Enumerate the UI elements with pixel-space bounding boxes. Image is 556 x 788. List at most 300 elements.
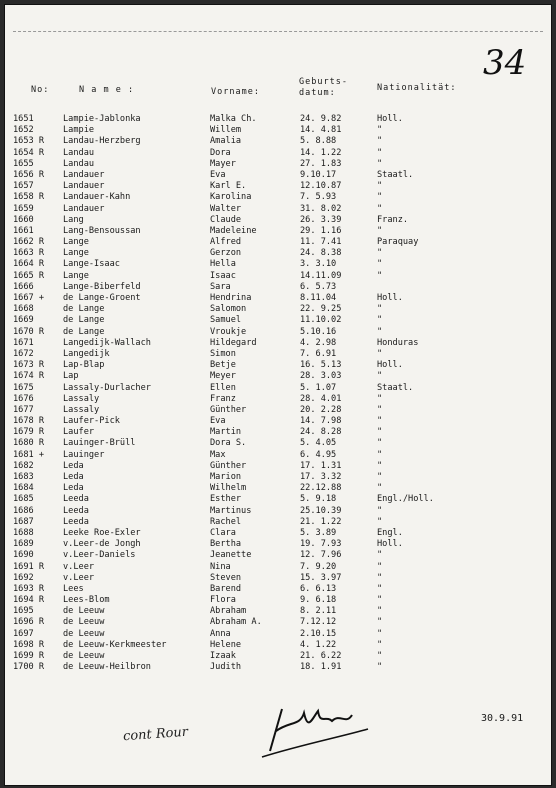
row-surname: Lange bbox=[63, 248, 89, 259]
row-birth-date: 5. 1.07 bbox=[300, 382, 337, 393]
row-first-name: Dora bbox=[210, 147, 231, 158]
row-number: 1660 bbox=[13, 214, 34, 225]
row-first-name: Jeanette bbox=[210, 550, 252, 561]
row-surname: Langedijk-Wallach bbox=[63, 337, 151, 348]
row-birth-date: 4. 1.22 bbox=[300, 639, 337, 650]
row-number: 1673 R bbox=[13, 360, 45, 371]
row-birth-date: 16. 5.13 bbox=[300, 360, 342, 371]
row-birth-date: 24. 9.82 bbox=[300, 114, 342, 124]
row-number: 1693 R bbox=[13, 583, 45, 594]
table-row bbox=[5, 617, 551, 628]
row-surname: Lange-Biberfeld bbox=[63, 281, 141, 292]
table-row bbox=[5, 237, 551, 248]
row-number: 1700 R bbox=[13, 662, 45, 673]
table-row bbox=[5, 595, 551, 606]
row-nationality: " bbox=[377, 639, 383, 650]
row-birth-date: 9.10.17 bbox=[300, 169, 337, 180]
row-first-name: Franz bbox=[210, 393, 236, 404]
row-number: 1671 bbox=[13, 337, 34, 348]
row-first-name: Martinus bbox=[210, 505, 252, 516]
table-row bbox=[5, 293, 551, 304]
row-birth-date: 28. 4.01 bbox=[300, 393, 342, 404]
row-birth-date: 5.10.16 bbox=[300, 326, 337, 337]
row-first-name: Alfred bbox=[210, 237, 242, 248]
row-surname: Lampie bbox=[63, 125, 95, 136]
row-nationality: " bbox=[377, 595, 383, 606]
row-number: 1654 R bbox=[13, 147, 45, 158]
document-page bbox=[4, 4, 552, 786]
table-row bbox=[5, 315, 551, 326]
row-number: 1690 bbox=[13, 550, 34, 561]
row-first-name: Isaac bbox=[210, 270, 236, 281]
row-number: 1666 bbox=[13, 281, 34, 292]
row-number: 1681 + bbox=[13, 449, 45, 460]
row-surname: Lampie-Jablonka bbox=[63, 114, 141, 124]
row-number: 1694 R bbox=[13, 595, 45, 606]
row-nationality: Franz. bbox=[377, 214, 409, 225]
row-birth-date: 5. 9.18 bbox=[300, 494, 337, 505]
table-row bbox=[5, 170, 551, 181]
row-birth-date: 19. 7.93 bbox=[300, 539, 342, 550]
row-surname: de Leeuw-Kerkmeester bbox=[63, 639, 167, 650]
row-nationality: " bbox=[377, 192, 383, 203]
footer-date: 30.9.91 bbox=[481, 713, 524, 724]
row-birth-date: 18. 1.91 bbox=[300, 662, 342, 673]
row-birth-date: 29. 1.16 bbox=[300, 225, 342, 236]
row-first-name: Betje bbox=[210, 360, 236, 371]
table-row bbox=[5, 383, 551, 394]
row-surname: Lees bbox=[63, 583, 84, 594]
row-surname: Leda bbox=[63, 472, 84, 482]
table-row bbox=[5, 181, 551, 192]
row-nationality: " bbox=[377, 460, 383, 471]
table-row bbox=[5, 662, 551, 673]
table-row bbox=[5, 192, 551, 203]
row-surname: Landau bbox=[63, 147, 95, 158]
row-birth-date: 15. 3.97 bbox=[300, 572, 342, 583]
row-first-name: Sara bbox=[210, 281, 231, 292]
row-birth-date: 8. 2.11 bbox=[300, 606, 337, 617]
row-birth-date: 14.11.09 bbox=[300, 270, 342, 281]
row-first-name: Ellen bbox=[210, 382, 236, 393]
row-first-name: Eva bbox=[210, 416, 226, 427]
table-row bbox=[5, 248, 551, 259]
row-surname: Lassaly bbox=[63, 393, 100, 404]
row-birth-date: 3. 3.10 bbox=[300, 259, 337, 270]
row-number: 1663 R bbox=[13, 248, 45, 259]
row-nationality: " bbox=[377, 449, 383, 460]
row-number: 1679 R bbox=[13, 427, 45, 438]
row-first-name: Marion bbox=[210, 472, 242, 482]
row-nationality: " bbox=[377, 371, 383, 382]
table-row bbox=[5, 148, 551, 159]
table-row bbox=[5, 327, 551, 338]
row-nationality: " bbox=[377, 326, 383, 337]
row-birth-date: 7. 6.91 bbox=[300, 348, 337, 359]
row-number: 1664 R bbox=[13, 259, 45, 270]
row-surname: Leeke Roe-Exler bbox=[63, 527, 141, 538]
row-surname: Landauer bbox=[63, 169, 105, 180]
row-nationality: Staatl. bbox=[377, 382, 414, 393]
table-row bbox=[5, 517, 551, 528]
row-first-name: Vroukje bbox=[210, 326, 247, 337]
row-surname: Lap-Blap bbox=[63, 360, 105, 371]
row-surname: Lassaly bbox=[63, 404, 100, 415]
row-number: 1686 bbox=[13, 505, 34, 516]
table-row bbox=[5, 461, 551, 472]
row-number: 1672 bbox=[13, 348, 34, 359]
row-nationality: " bbox=[377, 472, 383, 482]
row-nationality: " bbox=[377, 404, 383, 415]
row-first-name: Martin bbox=[210, 427, 242, 438]
row-nationality: " bbox=[377, 561, 383, 572]
row-nationality: Holl. bbox=[377, 293, 403, 303]
row-nationality: " bbox=[377, 304, 383, 315]
row-surname: v.Leer bbox=[63, 572, 95, 583]
row-surname: Lang bbox=[63, 214, 84, 225]
row-first-name: Steven bbox=[210, 572, 242, 583]
row-nationality: " bbox=[377, 158, 383, 169]
row-surname: de Leeuw bbox=[63, 651, 105, 661]
table-row bbox=[5, 427, 551, 438]
table-row bbox=[5, 483, 551, 494]
row-birth-date: 27. 1.83 bbox=[300, 158, 342, 169]
row-number: 1683 bbox=[13, 472, 34, 482]
row-birth-date: 28. 3.03 bbox=[300, 371, 342, 382]
row-first-name: Flora bbox=[210, 595, 236, 606]
row-surname: v.Leer-Daniels bbox=[63, 550, 136, 561]
header-no: No: bbox=[31, 85, 50, 95]
row-number: 1689 bbox=[13, 539, 34, 550]
table-row bbox=[5, 405, 551, 416]
row-nationality: " bbox=[377, 583, 383, 594]
row-first-name: Amalia bbox=[210, 136, 242, 147]
row-surname: Leeda bbox=[63, 505, 89, 516]
row-number: 1684 bbox=[13, 483, 34, 494]
row-first-name: Salomon bbox=[210, 304, 247, 315]
row-nationality: " bbox=[377, 270, 383, 281]
row-number: 1676 bbox=[13, 393, 34, 404]
row-surname: Landauer bbox=[63, 181, 105, 192]
row-nationality: " bbox=[377, 483, 383, 494]
row-first-name: Simon bbox=[210, 348, 236, 359]
row-first-name: Gerzon bbox=[210, 248, 242, 259]
table-row bbox=[5, 394, 551, 405]
row-birth-date: 6. 5.73 bbox=[300, 281, 337, 292]
row-surname: Lees-Blom bbox=[63, 595, 110, 606]
row-nationality: " bbox=[377, 147, 383, 158]
row-number: 1677 bbox=[13, 404, 34, 415]
row-nationality: " bbox=[377, 505, 383, 516]
row-birth-date: 6. 4.95 bbox=[300, 449, 337, 460]
row-first-name: Günther bbox=[210, 460, 247, 471]
row-surname: de Lange bbox=[63, 326, 105, 337]
row-surname: de Leeuw-Heilbron bbox=[63, 662, 151, 673]
row-surname: v.Leer bbox=[63, 561, 95, 572]
row-nationality: " bbox=[377, 438, 383, 449]
row-surname: Laufer-Pick bbox=[63, 416, 120, 427]
row-surname: Lauinger bbox=[63, 449, 105, 460]
row-number: 1667 + bbox=[13, 293, 45, 303]
row-birth-date: 14. 1.22 bbox=[300, 147, 342, 158]
row-birth-date: 11. 7.41 bbox=[300, 237, 342, 248]
row-nationality: " bbox=[377, 315, 383, 326]
row-number: 1691 R bbox=[13, 561, 45, 572]
row-surname: Lang-Bensoussan bbox=[63, 225, 141, 236]
table-row bbox=[5, 159, 551, 170]
row-surname: Landau-Herzberg bbox=[63, 136, 141, 147]
row-number: 1695 bbox=[13, 606, 34, 617]
row-number: 1661 bbox=[13, 225, 34, 236]
row-nationality: " bbox=[377, 416, 383, 427]
row-surname: Leda bbox=[63, 460, 84, 471]
header-birth-date: Geburts- datum: bbox=[299, 77, 348, 98]
row-nationality: Honduras bbox=[377, 337, 419, 348]
row-birth-date: 7. 5.93 bbox=[300, 192, 337, 203]
row-number: 1696 R bbox=[13, 617, 45, 628]
table-row bbox=[5, 640, 551, 651]
row-number: 1670 R bbox=[13, 326, 45, 337]
row-first-name: Hella bbox=[210, 259, 236, 270]
row-first-name: Abraham bbox=[210, 606, 247, 617]
row-birth-date: 9. 6.18 bbox=[300, 595, 337, 606]
row-number: 1699 R bbox=[13, 651, 45, 661]
table-row bbox=[5, 338, 551, 349]
row-surname: Landau bbox=[63, 158, 95, 169]
table-row bbox=[5, 606, 551, 617]
row-first-name: Madeleine bbox=[210, 225, 257, 236]
row-first-name: Karolina bbox=[210, 192, 252, 203]
row-surname: Lassaly-Durlacher bbox=[63, 382, 151, 393]
row-birth-date: 14. 7.98 bbox=[300, 416, 342, 427]
row-birth-date: 12. 7.96 bbox=[300, 550, 342, 561]
row-nationality: " bbox=[377, 651, 383, 661]
row-nationality: " bbox=[377, 125, 383, 136]
row-number: 1659 bbox=[13, 203, 34, 214]
row-birth-date: 31. 8.02 bbox=[300, 203, 342, 214]
table-row bbox=[5, 282, 551, 293]
row-surname: Lange-Isaac bbox=[63, 259, 120, 270]
row-surname: de Leeuw bbox=[63, 606, 105, 617]
row-number: 1682 bbox=[13, 460, 34, 471]
row-nationality: " bbox=[377, 572, 383, 583]
row-nationality: " bbox=[377, 259, 383, 270]
row-nationality: " bbox=[377, 617, 383, 628]
row-birth-date: 17. 3.32 bbox=[300, 472, 342, 482]
row-birth-date: 22. 9.25 bbox=[300, 304, 342, 315]
row-number: 1656 R bbox=[13, 169, 45, 180]
row-first-name: Meyer bbox=[210, 371, 236, 382]
table-row bbox=[5, 304, 551, 315]
row-nationality: Holl. bbox=[377, 539, 403, 550]
row-birth-date: 17. 1.31 bbox=[300, 460, 342, 471]
table-row bbox=[5, 472, 551, 483]
row-nationality: Paraquay bbox=[377, 237, 419, 248]
row-nationality: Staatl. bbox=[377, 169, 414, 180]
row-first-name: Barend bbox=[210, 583, 242, 594]
row-nationality: " bbox=[377, 181, 383, 192]
row-nationality: " bbox=[377, 393, 383, 404]
row-birth-date: 21. 6.22 bbox=[300, 651, 342, 661]
row-surname: Laufer bbox=[63, 427, 95, 438]
table-row bbox=[5, 136, 551, 147]
row-birth-date: 26. 3.39 bbox=[300, 214, 342, 225]
table-row bbox=[5, 562, 551, 573]
row-birth-date: 5. 4.05 bbox=[300, 438, 337, 449]
table-row bbox=[5, 204, 551, 215]
row-birth-date: 6. 6.13 bbox=[300, 583, 337, 594]
row-birth-date: 8.11.04 bbox=[300, 293, 337, 303]
row-first-name: Anna bbox=[210, 628, 231, 639]
row-number: 1652 bbox=[13, 125, 34, 136]
row-birth-date: 14. 4.81 bbox=[300, 125, 342, 136]
row-first-name: Eva bbox=[210, 169, 226, 180]
row-birth-date: 7.12.12 bbox=[300, 617, 337, 628]
row-nationality: " bbox=[377, 550, 383, 561]
row-surname: Lange bbox=[63, 237, 89, 248]
row-nationality: " bbox=[377, 662, 383, 673]
row-birth-date: 5. 3.89 bbox=[300, 527, 337, 538]
row-surname: de Lange bbox=[63, 315, 105, 326]
table-row bbox=[5, 550, 551, 561]
row-birth-date: 11.10.02 bbox=[300, 315, 342, 326]
row-surname: de Leeuw bbox=[63, 628, 105, 639]
page-number: 34 bbox=[483, 43, 527, 83]
row-number: 1674 R bbox=[13, 371, 45, 382]
table-row bbox=[5, 215, 551, 226]
row-first-name: Malka Ch. bbox=[210, 114, 257, 124]
row-number: 1697 bbox=[13, 628, 34, 639]
row-number: 1669 bbox=[13, 315, 34, 326]
table-row bbox=[5, 371, 551, 382]
row-first-name: Rachel bbox=[210, 516, 242, 527]
row-surname: Lange bbox=[63, 270, 89, 281]
row-nationality: " bbox=[377, 248, 383, 259]
row-nationality: " bbox=[377, 225, 383, 236]
row-first-name: Claude bbox=[210, 214, 242, 225]
header-name: N a m e : bbox=[79, 85, 135, 95]
row-first-name: Willem bbox=[210, 125, 242, 136]
row-number: 1658 R bbox=[13, 192, 45, 203]
row-nationality: " bbox=[377, 516, 383, 527]
table-row bbox=[5, 259, 551, 270]
table-row bbox=[5, 226, 551, 237]
table-row bbox=[5, 494, 551, 505]
table-row bbox=[5, 528, 551, 539]
row-number: 1680 R bbox=[13, 438, 45, 449]
row-first-name: Clara bbox=[210, 527, 236, 538]
row-nationality: Holl. bbox=[377, 360, 403, 371]
row-first-name: Helene bbox=[210, 639, 242, 650]
table-row bbox=[5, 506, 551, 517]
row-first-name: Dora S. bbox=[210, 438, 247, 449]
row-birth-date: 20. 2.28 bbox=[300, 404, 342, 415]
row-surname: Landauer-Kahn bbox=[63, 192, 131, 203]
row-surname: Lauinger-Brüll bbox=[63, 438, 136, 449]
row-number: 1692 bbox=[13, 572, 34, 583]
row-surname: Leeda bbox=[63, 494, 89, 505]
register-table bbox=[5, 114, 551, 673]
row-first-name: Walter bbox=[210, 203, 242, 214]
row-surname: v.Leer-de Jongh bbox=[63, 539, 141, 550]
row-surname: Leda bbox=[63, 483, 84, 494]
row-first-name: Esther bbox=[210, 494, 242, 505]
row-birth-date: 2.10.15 bbox=[300, 628, 337, 639]
row-nationality: " bbox=[377, 628, 383, 639]
table-row bbox=[5, 584, 551, 595]
row-surname: Leeda bbox=[63, 516, 89, 527]
table-row bbox=[5, 651, 551, 662]
row-birth-date: 7. 9.20 bbox=[300, 561, 337, 572]
row-number: 1651 bbox=[13, 114, 34, 124]
row-birth-date: 24. 8.38 bbox=[300, 248, 342, 259]
table-row bbox=[5, 416, 551, 427]
row-birth-date: 4. 2.98 bbox=[300, 337, 337, 348]
table-row bbox=[5, 539, 551, 550]
row-first-name: Günther bbox=[210, 404, 247, 415]
row-nationality: " bbox=[377, 427, 383, 438]
row-surname: de Lange-Groent bbox=[63, 293, 141, 303]
row-number: 1688 bbox=[13, 527, 34, 538]
table-row bbox=[5, 438, 551, 449]
row-number: 1665 R bbox=[13, 270, 45, 281]
row-nationality: Engl. bbox=[377, 527, 403, 538]
table-row bbox=[5, 271, 551, 282]
row-first-name: Judith bbox=[210, 662, 242, 673]
row-number: 1662 R bbox=[13, 237, 45, 248]
row-nationality: " bbox=[377, 203, 383, 214]
row-birth-date: 25.10.39 bbox=[300, 505, 342, 516]
row-number: 1657 bbox=[13, 181, 34, 192]
row-first-name: Samuel bbox=[210, 315, 242, 326]
row-first-name: Hendrina bbox=[210, 293, 252, 303]
footer-note: cont Rour bbox=[122, 724, 189, 745]
row-first-name: Karl E. bbox=[210, 181, 247, 192]
row-birth-date: 5. 8.88 bbox=[300, 136, 337, 147]
row-number: 1655 bbox=[13, 158, 34, 169]
row-first-name: Wilhelm bbox=[210, 483, 247, 494]
row-first-name: Bertha bbox=[210, 539, 242, 550]
table-row bbox=[5, 125, 551, 136]
row-nationality: Engl./Holl. bbox=[377, 494, 434, 505]
table-row bbox=[5, 629, 551, 640]
row-number: 1675 bbox=[13, 382, 34, 393]
row-surname: de Leeuw bbox=[63, 617, 105, 628]
row-number: 1668 bbox=[13, 304, 34, 315]
table-row bbox=[5, 349, 551, 360]
header-first-name: Vorname: bbox=[211, 87, 260, 97]
row-first-name: Mayer bbox=[210, 158, 236, 169]
row-birth-date: 12.10.87 bbox=[300, 181, 342, 192]
row-number: 1685 bbox=[13, 494, 34, 505]
row-first-name: Max bbox=[210, 449, 226, 460]
table-row bbox=[5, 450, 551, 461]
row-nationality: Holl. bbox=[377, 114, 403, 124]
table-row bbox=[5, 114, 551, 125]
row-nationality: " bbox=[377, 348, 383, 359]
row-nationality: " bbox=[377, 136, 383, 147]
row-nationality: " bbox=[377, 606, 383, 617]
row-number: 1653 R bbox=[13, 136, 45, 147]
row-surname: Landauer bbox=[63, 203, 105, 214]
row-first-name: Nina bbox=[210, 561, 231, 572]
row-birth-date: 22.12.88 bbox=[300, 483, 342, 494]
row-number: 1698 R bbox=[13, 639, 45, 650]
row-number: 1678 R bbox=[13, 416, 45, 427]
row-birth-date: 24. 8.28 bbox=[300, 427, 342, 438]
signature bbox=[260, 701, 370, 761]
header-nationality: Nationalität: bbox=[377, 83, 457, 93]
